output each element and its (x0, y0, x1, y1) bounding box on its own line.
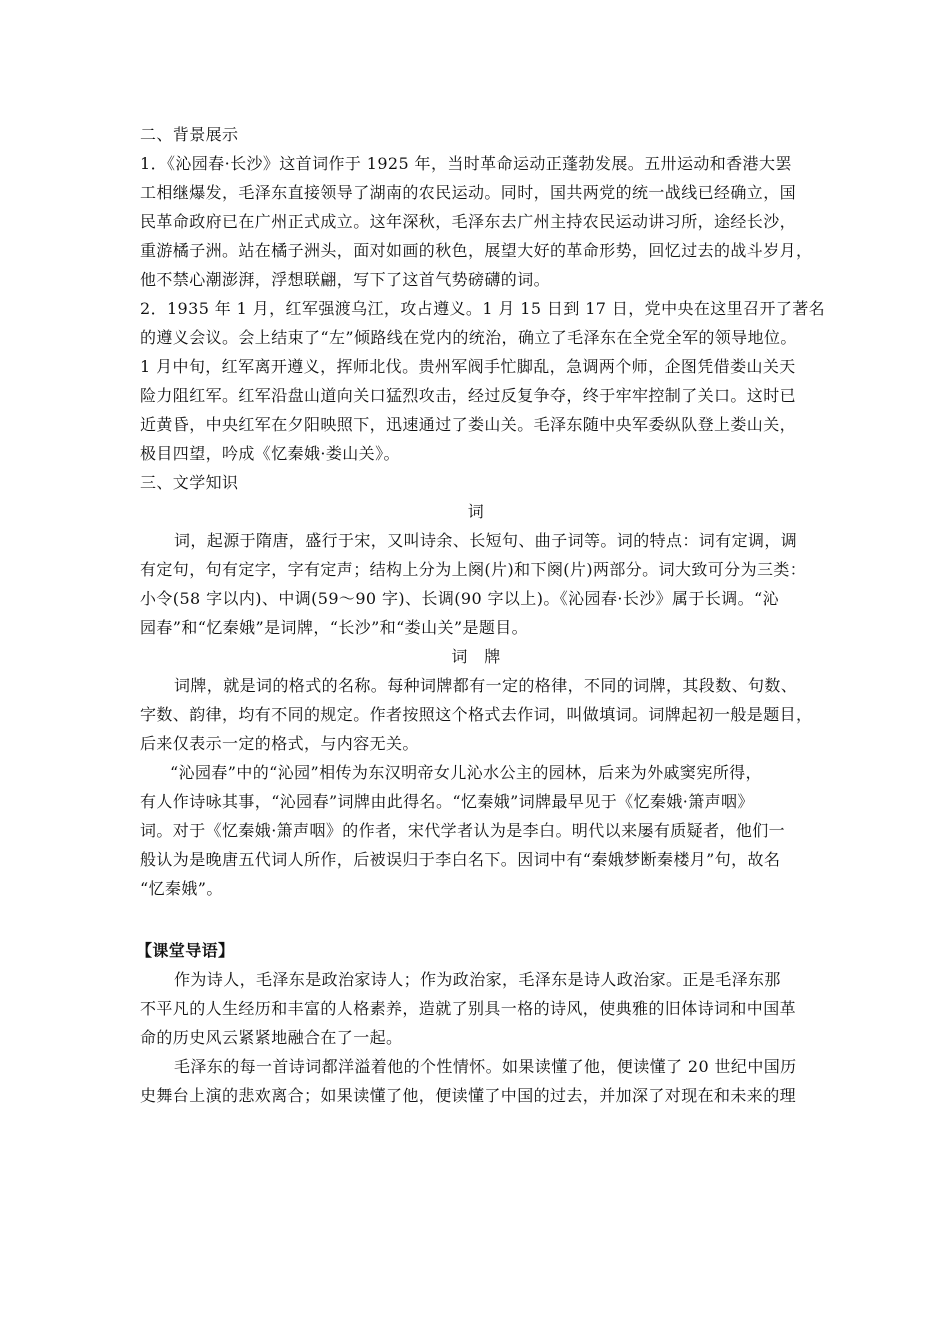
text-line: 极目四望，吟成《忆秦娥·娄山关》。 (140, 444, 400, 463)
cipai-paragraph (140, 671, 812, 758)
document-page (136, 120, 826, 1110)
text-line: 词牌，就是词的格式的名称。每种词牌都有一定的格律，不同的词牌，其段数、句数、 (174, 676, 798, 695)
text-line: “忆秦娥”。 (140, 879, 223, 898)
text-line: 作为诗人，毛泽东是政治家诗人；作为政治家，毛泽东是诗人政治家。正是毛泽东那 (174, 970, 781, 989)
text-line: 民革命政府已在广州正式成立。这年深秋，毛泽东去广州主持农民运动讲习所，途经长沙， (140, 212, 797, 231)
subheading-ci: 词 (467, 502, 485, 521)
text-line: 词，起源于隋唐，盛行于宋，又叫诗余、长短句、曲子词等。词的特点：词有定调，调 (174, 531, 798, 550)
text-line: “沁园春”中的“沁园”相传为东汉明帝女儿沁水公主的园林，后来为外戚窦宪所得， (170, 763, 762, 782)
section-heading-background: 二、背景展示 (140, 125, 239, 144)
intro-paragraph-2 (140, 1052, 812, 1110)
text-line: 不平凡的人生经历和丰富的人格素养，造就了别具一格的诗风，使典雅的旧体诗词和中国革 (140, 999, 797, 1018)
text-line: 工相继爆发，毛泽东直接领导了湖南的农民运动。同时，国共两党的统一战线已经确立，国 (140, 183, 797, 202)
text-line: 他不禁心潮澎湃，浮想联翩，写下了这首气势磅礴的词。 (140, 270, 551, 289)
text-line: 重游橘子洲。站在橘子洲头，面对如画的秋色，展望大好的革命形势，回忆过去的战斗岁月， (140, 241, 813, 260)
text-line: 2．1935 年 1 月，红军强渡乌江，攻占遵义。1 月 15 日到 17 日，党中央在这里召开了著名 (140, 299, 826, 318)
section-heading-class-intro: 【课堂导语】 (136, 941, 235, 960)
text-line: 近黄昏，中央红军在夕阳映照下，迅速通过了娄山关。毛泽东随中央军委纵队登上娄山关， (140, 415, 797, 434)
spacer (140, 903, 812, 936)
text-line: 般认为是晚唐五代词人所作，后被误归于李白名下。因词中有“秦娥梦断秦楼月”句，故名 (140, 850, 781, 869)
text-line: 1 月中旬，红军离开遵义，挥师北伐。贵州军阀手忙脚乱，急调两个师，企图凭借娄山关天 (140, 357, 796, 376)
intro-paragraph-1 (140, 965, 812, 1052)
text-line: 险力阻红军。红军沿盘山道向关口猛烈攻击，经过反复争夺，终于牢牢控制了关口。这时已 (140, 386, 797, 405)
text-line: 小令(58 字以内)、中调(59～90 字)、长调(90 字以上)。《沁园春·长沙》属于长调。“沁 (140, 589, 780, 608)
background-paragraph-2 (140, 294, 826, 468)
text-line: 有定句，句有定字，字有定声；结构上分为上阕(片)和下阕(片)两部分。词大致可分为三类： (140, 560, 807, 579)
subheading-cipai: 词 牌 (451, 647, 501, 666)
text-line: 命的历史风云紧紧地融合在了一起。 (140, 1028, 403, 1047)
qinyuanchun-paragraph (140, 758, 812, 903)
text-line: 有人作诗咏其事，“沁园春”词牌由此得名。“忆秦娥”词牌最早见于《忆秦娥·箫声咽》 (140, 792, 754, 811)
text-line: 的遵义会议。会上结束了“左”倾路线在党内的统治，确立了毛泽东在全党全军的领导地位。 (140, 328, 797, 347)
background-paragraph-1 (140, 149, 812, 294)
section-heading-literary-knowledge: 三、文学知识 (140, 473, 239, 492)
ci-paragraph (140, 526, 812, 642)
text-line: 史舞台上演的悲欢离合；如果读懂了他，便读懂了中国的过去，并加深了对现在和未来的理 (140, 1086, 797, 1105)
text-line: 1．《沁园春·长沙》这首词作于 1925 年，当时革命运动正蓬勃发展。五卅运动和香港大罢 (140, 154, 792, 173)
text-line: 词。对于《忆秦娥·箫声咽》的作者，宋代学者认为是李白。明代以来屡有质疑者，他们一 (140, 821, 786, 840)
text-line: 园春”和“忆秦娥”是词牌，“长沙”和“娄山关”是题目。 (140, 618, 529, 637)
text-line: 字数、韵律，均有不同的规定。作者按照这个格式去作词，叫做填词。词牌起初一般是题目， (140, 705, 813, 724)
text-line: 毛泽东的每一首诗词都洋溢着他的个性情怀。如果读懂了他，便读懂了 20 世纪中国历 (174, 1057, 797, 1076)
text-line: 后来仅表示一定的格式，与内容无关。 (140, 734, 419, 753)
